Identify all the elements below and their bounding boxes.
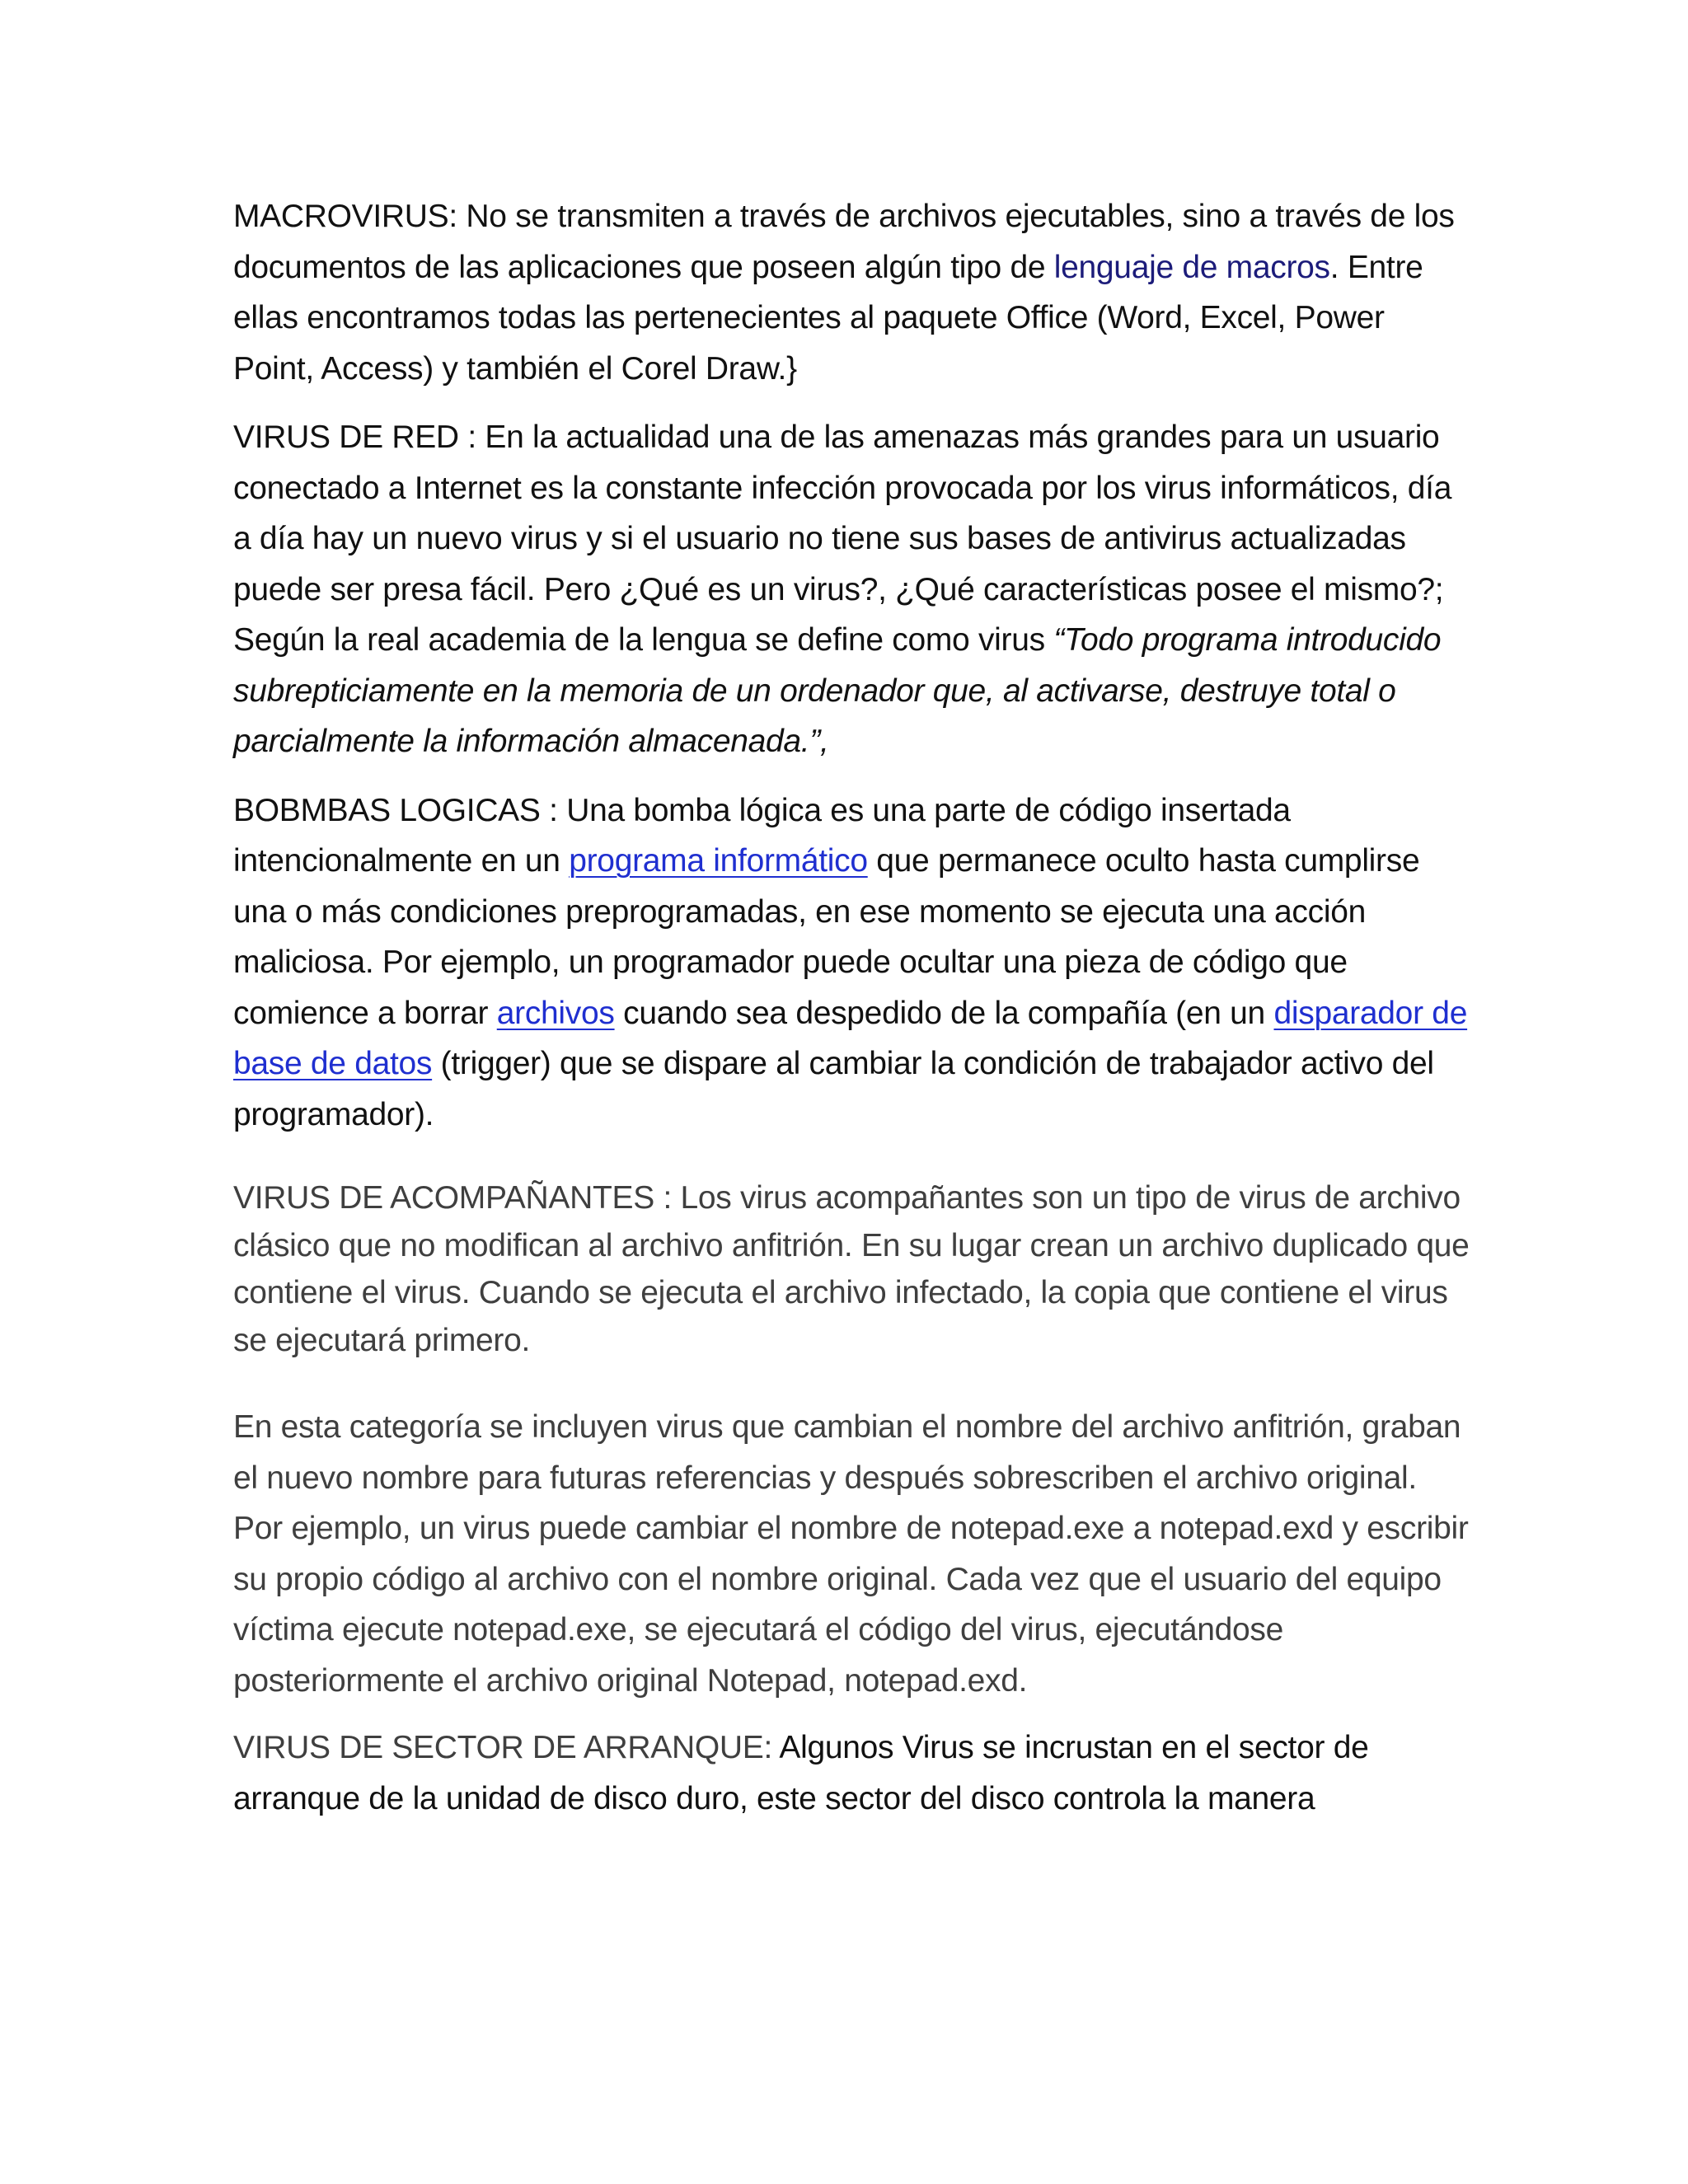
bombas-text-middle-2: cuando sea despedido de la compañía (en un xyxy=(614,995,1274,1031)
macrovirus-text-end: . Entre ellas encontramos todas las pertenecientes al paquete Office (Word, Excel, Power Point, Access) y también el Corel Draw.} xyxy=(233,249,1423,387)
paragraph-sector-de-arranque xyxy=(233,1722,1470,1824)
link-lenguaje-de-macros[interactable]: lenguaje de macros xyxy=(1053,249,1330,285)
link-archivos[interactable]: archivos xyxy=(496,995,615,1031)
paragraph-virus-acompanantes: VIRUS DE ACOMPAÑANTES : Los virus acompañantes son un tipo de virus de archivo clásico que no modifican al archivo anfitrión. En su lugar crean un archivo duplicado que contiene el virus. Cuando se ejecuta el archivo infectado, la copia que contiene el virus se ejecutará primero. xyxy=(233,1180,1470,1358)
bombas-text-end: (trigger) que se dispare al cambiar la condición de trabajador activo del programador). xyxy=(233,1046,1434,1132)
bombas-text-middle: que permanece oculto hasta cumplirse una o más condiciones preprogramadas, en ese momento se ejecuta una acción maliciosa. Por ejemplo, un programador puede ocultar una pieza de código que comience a borrar xyxy=(233,843,1420,1031)
sector-arranque-text: Algunos Virus se incrustan en el sector de arranque de la unidad de disco duro, este sector del disco controla la manera xyxy=(233,1730,1369,1816)
macrovirus-text-start: MACROVIRUS: No se transmiten a través de archivos ejecutables, sino a través de los documentos de las aplicaciones que poseen algún tipo de xyxy=(233,199,1455,285)
link-programa-informatico[interactable]: programa informático xyxy=(569,843,868,879)
paragraph-bombas-logicas xyxy=(233,785,1470,1141)
document-body xyxy=(233,191,1470,1824)
link-disparador-de-base-de-datos[interactable]: disparador de base de datos xyxy=(233,995,1468,1081)
bombas-text-start: BOBMBAS LOGICAS : Una bomba lógica es una parte de código insertada intencionalmente en un xyxy=(233,792,1291,879)
paragraph-virus-de-red xyxy=(233,412,1470,767)
rae-definition-quote: “Todo programa introducido subrepticiamente en la memoria de un ordenador que, al activarse, destruye total o parcialmente la información almacenada.”, xyxy=(233,622,1442,759)
paragraph-categoria: En esta categoría se incluyen virus que cambian el nombre del archivo anfitrión, graban el nuevo nombre para futuras referencias y después sobrescriben el archivo original. Por ejemplo, un virus puede cambiar el nombre de notepad.exe a notepad.exd y escribir su propio código al archivo con el nombre original. Cada vez que el usuario del equipo víctima ejecute notepad.exe, se ejecutará el código del virus, ejecutándose posteriormente el archivo original Notepad, notepad.exd. xyxy=(233,1409,1469,1699)
paragraph-macrovirus xyxy=(233,191,1470,394)
virus-de-red-text: VIRUS DE RED : En la actualidad una de las amenazas más grandes para un usuario conectado a Internet es la constante infección provocada por los virus informáticos, día a día hay un nuevo virus y si el usuario no tiene sus bases de antivirus actualizadas puede ser presa fácil. Pero ¿Qué es un virus?, ¿Qué características posee el mismo?; Según la real academia de la lengua se define como virus xyxy=(233,419,1452,658)
sector-arranque-label: VIRUS DE SECTOR DE ARRANQUE: xyxy=(233,1730,773,1765)
